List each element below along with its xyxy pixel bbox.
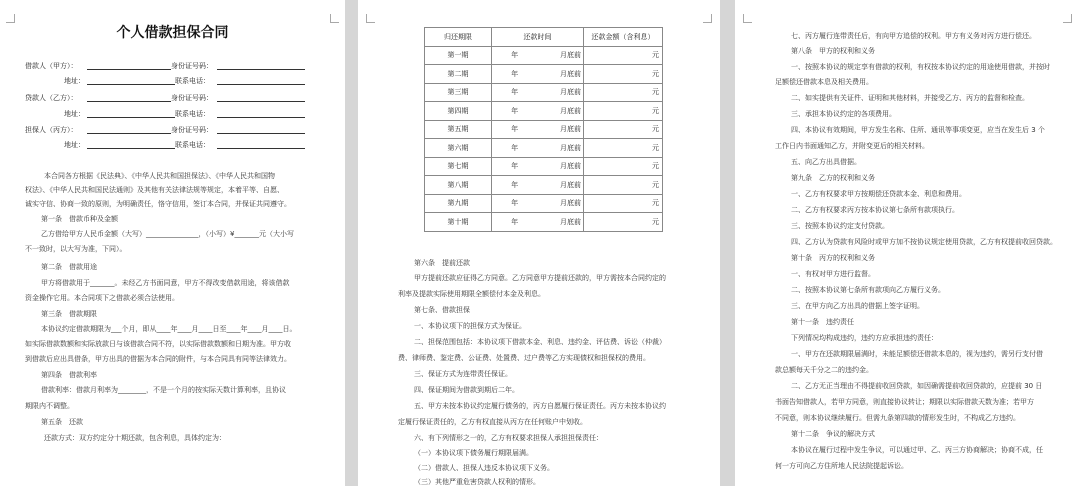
table-cell: 第七期 <box>425 157 492 176</box>
table-cell: 第一期 <box>425 46 492 65</box>
page-corner-mark <box>703 14 712 23</box>
table-row <box>425 157 663 176</box>
body-text: 一、按照本协议的规定享有借款的权利，有权按本协议约定的用途使用借款，并按时 <box>791 63 1050 71</box>
article-heading: 第十一条 违约责任 <box>791 318 854 326</box>
body-text: 诚实守信、协商一致的原则，为明确责任，恪守信用，签订本合同，并保证共同遵守。 <box>25 200 291 208</box>
table-cell: 月底前 <box>520 120 583 139</box>
table-header-cell: 还款金额（含利息） <box>584 28 663 47</box>
page-corner-mark <box>6 14 15 23</box>
party-guarantor-address-line: 地址： 联系电话： <box>25 141 305 151</box>
table-row <box>425 102 663 121</box>
body-text: 三、按照本协议约定支付贷款。 <box>791 222 889 230</box>
body-text: 二、按照本协议第七条所有款项向乙方履行义务。 <box>791 286 945 294</box>
body-text: 五、甲方未按本协议约定履行债务的，丙方自愿履行保证责任。丙方未按本协议约 <box>414 402 666 410</box>
body-text: 乙方借给甲方人民币金额（大写）_______________，（小写）¥_______元（大小写 <box>41 230 294 238</box>
table-cell: 年 <box>492 120 521 139</box>
table-cell: 月底前 <box>520 83 583 102</box>
body-text: 借款利率：借款月利率为________，不是一个月的按实际天数计算利率，且协议 <box>41 386 286 394</box>
article-heading: 第二条 借款用途 <box>41 263 97 271</box>
table-cell: 年 <box>492 46 521 65</box>
body-text: 四、乙方认为贷款有风险时或甲方加不按协议规定使用贷款，乙方有权提前收回贷款。 <box>791 238 1057 246</box>
table-cell: 元 <box>584 46 663 65</box>
table-row <box>425 213 663 232</box>
page-corner-mark <box>366 14 375 23</box>
body-text: （二）借款人、担保人违反本协议项下义务。 <box>414 464 554 472</box>
body-text: 二、乙方无正当理由不得提前收回贷款，如因确需提前收回贷款的，应提前 30 日 <box>791 382 1043 390</box>
party-guarantor-line: 担保人（丙方）： 身份证号码： <box>25 126 305 136</box>
table-row <box>425 176 663 195</box>
article-heading: 第八条 甲方的权利和义务 <box>791 47 875 55</box>
table-cell: 元 <box>584 176 663 195</box>
body-text: 二、如实提供有关证件、证明和其他材料，并接受乙方、丙方的监督和检查。 <box>791 94 1029 102</box>
body-text: 定履行保证责任的，乙方有权直接从丙方在任何账户中划收。 <box>398 418 587 426</box>
table-cell: 年 <box>492 83 521 102</box>
article-heading: 第十二条 争议的解决方式 <box>791 430 875 438</box>
table-header-row <box>425 28 663 47</box>
article-heading: 第十条 丙方的权利和义务 <box>791 254 875 262</box>
body-text: 期限内不调整。 <box>25 402 74 410</box>
body-text: 书面告知借款人，若甲方同意，则直接协议转让；期限以实际借款天数为准；若甲方 <box>775 398 1034 406</box>
table-header-cell: 归还期限 <box>425 28 492 47</box>
body-text: 还款方式：双方约定分十期还款，包含利息，具体约定为： <box>44 434 226 442</box>
body-text: 一、乙方有权要求甲方按期偿还贷款本金、利息和费用。 <box>791 190 966 198</box>
body-text: 资金操作它用。本合同项下之借款必须合法使用。 <box>25 294 179 302</box>
table-cell: 元 <box>584 194 663 213</box>
table-cell: 第八期 <box>425 176 492 195</box>
body-text: 二、乙方有权要求丙方按本协议第七条所有款项执行。 <box>791 206 959 214</box>
article-heading: 第六条 提前还款 <box>414 259 470 267</box>
body-text: 甲方提前还款应征得乙方同意。乙方同意甲方提前还款的，甲方需按本合同约定的 <box>414 274 666 282</box>
table-cell: 年 <box>492 213 521 232</box>
body-text: 权法》、《中华人民共和国民法通则》及其他有关法律法规等规定，本着平等、自愿、 <box>25 186 284 194</box>
body-text: 一、有权对甲方进行监督。 <box>791 270 875 278</box>
table-cell: 第四期 <box>425 102 492 121</box>
repayment-schedule-table <box>424 27 663 232</box>
table-cell: 元 <box>584 139 663 158</box>
party-borrower-line: 借款人（甲方）： 身份证号码： <box>25 62 305 72</box>
body-text: 二、担保范围包括：本协议项下借款本金、利息、违约金、评估费、诉讼（仲裁） <box>414 338 666 346</box>
body-text: 工作日内书面通知乙方，并附变更后的相关材料。 <box>775 142 929 150</box>
table-cell: 元 <box>584 65 663 84</box>
table-cell: 元 <box>584 83 663 102</box>
table-cell: 月底前 <box>520 139 583 158</box>
table-cell: 月底前 <box>520 194 583 213</box>
table-cell: 元 <box>584 120 663 139</box>
table-cell: 第五期 <box>425 120 492 139</box>
table-cell: 年 <box>492 65 521 84</box>
table-cell: 第九期 <box>425 194 492 213</box>
body-text: 如实际借款数额和实际放款日与该借款合同不符，以实际借款数额和日期为准。甲方收 <box>25 340 291 348</box>
body-text: 不同意，则本协议继续履行。但需九条第四款的情形发生时，不构成乙方违约。 <box>775 414 1020 422</box>
table-cell: 第六期 <box>425 139 492 158</box>
table-row <box>425 65 663 84</box>
article-heading: 第五条 还款 <box>41 418 83 426</box>
body-text: 本协议在履行过程中发生争议，可以通过甲、乙、丙三方协商解决；协商不成，任 <box>791 446 1043 454</box>
table-cell: 年 <box>492 194 521 213</box>
table-cell: 第二期 <box>425 65 492 84</box>
body-text: 本合同各方根据《民法典》、《中华人民共和国担保法》、《中华人民共和国物 <box>44 172 275 180</box>
table-row <box>425 46 663 65</box>
table-cell: 第十期 <box>425 213 492 232</box>
body-text: 七、丙方履行连带责任后，有向甲方追偿的权利。甲方有义务对丙方进行偿还。 <box>791 32 1036 40</box>
body-text: （三）其他严重危害贷款人权利的情形。 <box>414 478 540 486</box>
table-cell: 月底前 <box>520 157 583 176</box>
table-cell: 年 <box>492 176 521 195</box>
party-borrower-address-line: 地址： 联系电话： <box>25 77 305 87</box>
page-corner-mark <box>1063 14 1072 23</box>
document-page-3 <box>735 0 1080 486</box>
table-cell: 年 <box>492 139 521 158</box>
table-cell: 月底前 <box>520 65 583 84</box>
document-page-2 <box>358 0 720 486</box>
body-text: 何一方可向乙方住所地人民法院提起诉讼。 <box>775 462 908 470</box>
body-text: （一）本协议项下债务履行期限届满。 <box>414 449 533 457</box>
body-text: 四、保证期间为借款到期后二年。 <box>414 386 519 394</box>
table-cell: 年 <box>492 102 521 121</box>
article-heading: 第一条 借款币种及金额 <box>41 215 118 223</box>
body-text: 款总额每天千分之二的违约金。 <box>775 366 873 374</box>
party-lender-address-line: 地址： 联系电话： <box>25 110 305 120</box>
body-text: 三、保证方式为连带责任保证。 <box>414 370 512 378</box>
table-cell: 元 <box>584 102 663 121</box>
document-page-1 <box>0 0 345 486</box>
table-cell: 年 <box>492 157 521 176</box>
body-text: 本协议约定借款期限为___个月，即从____年____月____日至____年____月____日。 <box>41 325 297 333</box>
contract-title: 个人借款担保合同 <box>116 25 229 41</box>
body-text: 四、本协议有效期间，甲方发生名称、住所、通讯等事项变更，应当在发生后 3 个 <box>791 126 1045 134</box>
body-text: 下列情况均构成违约，违约方应承担违约责任： <box>791 334 938 342</box>
table-row <box>425 194 663 213</box>
article-heading: 第三条 借款期限 <box>41 310 97 318</box>
table-cell: 第三期 <box>425 83 492 102</box>
page-corner-mark <box>330 14 339 23</box>
body-text: 一、甲方在还款期限届满时，未能足额偿还借款本息的，视为违约，需另行支付借 <box>791 350 1043 358</box>
body-text: 利率及提款实际使用期限全额偿付本金及利息。 <box>398 290 545 298</box>
body-text: 五、向乙方出具借据。 <box>791 158 861 166</box>
body-text: 三、承担本协议约定的各项费用。 <box>791 110 896 118</box>
body-text: 不一致时，以大写为准，下同）。 <box>25 245 127 253</box>
table-header-cell: 还款时间 <box>492 28 584 47</box>
table-cell: 月底前 <box>520 102 583 121</box>
table-cell: 月底前 <box>520 46 583 65</box>
table-cell: 月底前 <box>520 176 583 195</box>
party-lender-line: 贷款人（乙方）： 身份证号码： <box>25 94 305 104</box>
body-text: 一、本协议项下的担保方式为保证。 <box>414 322 526 330</box>
body-text: 到借款后应出具借条，甲方出具的借据为本合同的附件，与本合同具有同等法律效力。 <box>25 355 291 363</box>
table-row <box>425 83 663 102</box>
table-cell: 元 <box>584 213 663 232</box>
body-text: 甲方将借款用于_______。未经乙方书面同意，甲方不得改变借款用途，将该借款 <box>41 279 290 287</box>
article-heading: 第九条 乙方的权利和义务 <box>791 174 875 182</box>
body-text: 足额偿还借款本息及相关费用。 <box>775 78 873 86</box>
table-cell: 月底前 <box>520 213 583 232</box>
table-row <box>425 139 663 158</box>
table-row <box>425 120 663 139</box>
body-text: 费、律师费、鉴定费、公证费、处置费、过户费等乙方实现债权和担保权的费用。 <box>398 354 650 362</box>
table-cell: 元 <box>584 157 663 176</box>
article-heading: 第七条、借款担保 <box>414 306 470 314</box>
page-corner-mark <box>743 14 752 23</box>
body-text: 六、有下列情形之一的，乙方有权要求担保人承担担保责任： <box>414 434 603 442</box>
body-text: 三、在甲方向乙方出具的借据上签字证明。 <box>791 302 924 310</box>
article-heading: 第四条 借款利率 <box>41 371 97 379</box>
